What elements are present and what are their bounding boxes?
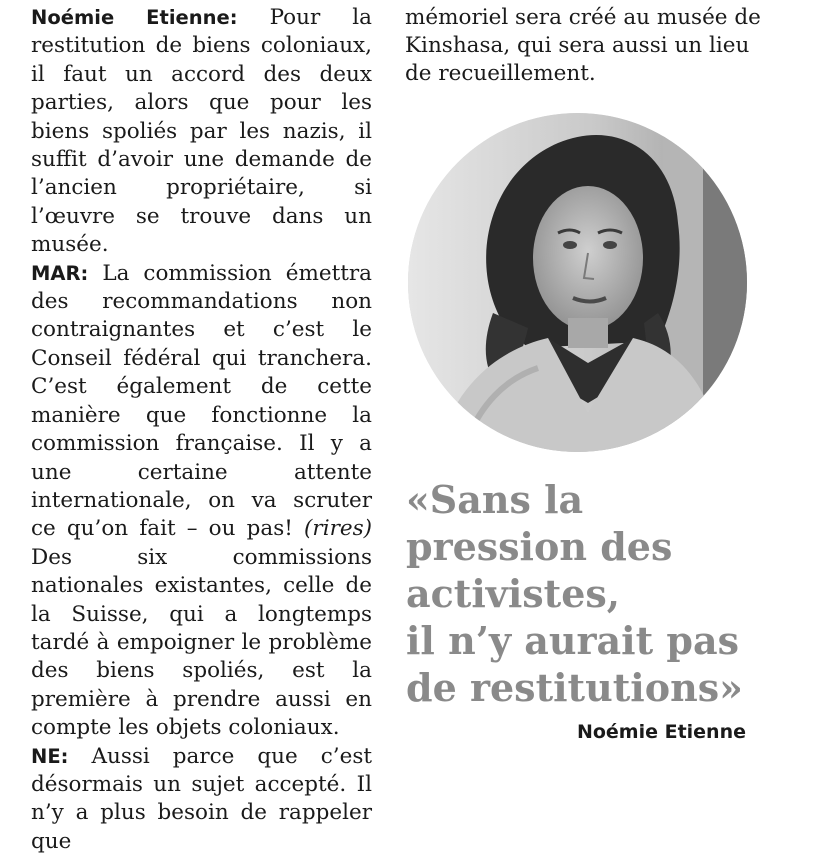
- speaker-label: NE:: [31, 744, 69, 768]
- speaker-label: MAR:: [31, 261, 89, 285]
- paragraph-text: Pour la restitution de biens coloniaux, il faut un accord des deux parties, alors que pour les biens spoliés par les nazis, il suffit d’avoir une demande de l’ancien propriétaire, si l’œuvre se trouve dans un musée.: [31, 5, 372, 258]
- paragraph-2: [31, 260, 372, 743]
- paragraph-text: Aussi parce que c’est désormais un sujet accepté. Il n’y a plus besoin de rappeler que: [31, 743, 372, 854]
- paragraph-text: La commission émettra des recommandations non contraignantes et c’est le Conseil fédéral qui tranchera. C’est également de cette manière que fonctionne la commission française. Il y a une certaine attente internationale, on va scruter ce qu’on fait – ou pas!: [31, 260, 372, 542]
- portrait-image: [408, 113, 747, 452]
- text-line: de recueillement.: [405, 61, 596, 86]
- paragraph-3: [31, 743, 372, 856]
- pull-quote: [406, 476, 786, 711]
- pull-quote-line: de restitutions»: [406, 665, 743, 710]
- text-line: Kinshasa, qui sera aussi un lieu: [405, 33, 750, 58]
- pull-quote-line: «Sans la: [406, 477, 584, 522]
- left-article-column: [31, 4, 372, 856]
- quote-byline: Noémie Etienne: [576, 721, 746, 743]
- aside-text: (rires): [304, 516, 372, 542]
- text-line: mémoriel sera créé au musée de: [405, 5, 761, 30]
- pull-quote-line: il n’y aurait pas: [406, 618, 739, 663]
- portrait-photo: [408, 113, 747, 452]
- pull-quote-line: activistes,: [406, 571, 621, 616]
- paragraph-1: [31, 4, 372, 260]
- pull-quote-line: pression des: [406, 524, 673, 569]
- paragraph-text: Des six commissions nationales existantes, celle de la Suisse, qui a longtemps tardé à empoigner le problème des biens spoliés, est la première à prendre aussi en compte les objets coloniaux.: [31, 544, 372, 741]
- speaker-label: Noémie Etienne:: [31, 6, 238, 29]
